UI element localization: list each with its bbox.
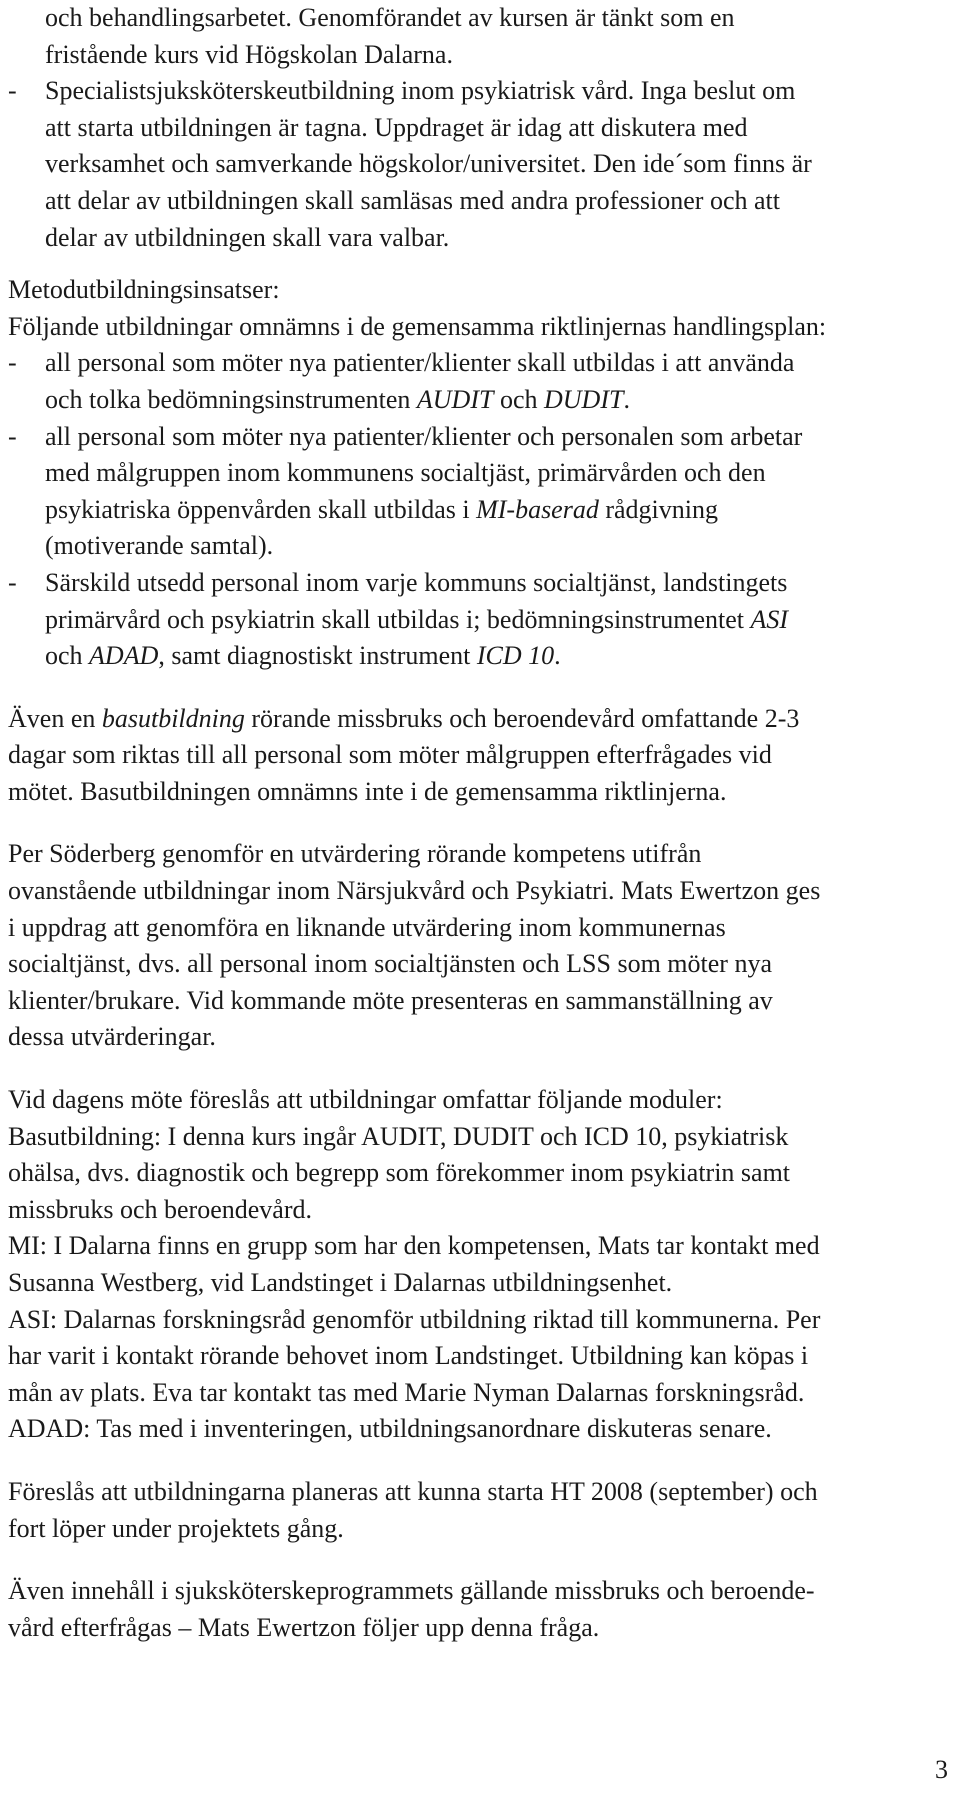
text-line: dagar som riktas till all personal som möter målgruppen efterfrågades vid [8,740,772,770]
text-line: Per Söderberg genomför en utvärdering rörande kompetens utifrån [8,839,702,869]
text-line: missbruks och beroendevård. [8,1194,312,1224]
nursing-paragraph [8,1573,948,1646]
evaluation-paragraph [8,836,948,1056]
text-line: ovanstående utbildningar inom Närsjukvård och Psykiatri. Mats Ewertzon ges [8,876,821,906]
text-fragment: , samt diagnostiskt instrument [158,641,477,671]
text-line: och tolka bedömningsinstrumenten [45,384,417,414]
document-page [8,0,948,1646]
bullet-dash: - [8,567,17,597]
dudit-term: DUDIT [544,384,624,414]
page-number: 3 [935,1755,948,1784]
text-line: dessa utvärderingar. [8,1022,216,1052]
text-line: Vid dagens möte föreslås att utbildningar omfattar följande moduler: [8,1085,723,1115]
audit-term: AUDIT [416,384,494,414]
text-line: socialtjänst, dvs. all personal inom socialtjänsten och LSS som möter nya [8,949,772,979]
text-line: Specialistsjuksköterskeutbildning inom psykiatrisk vård. Inga beslut om [45,76,796,106]
text-line: ASI: Dalarnas forskningsråd genomför utbildning riktad till kommunerna. Per [8,1304,821,1334]
modules-paragraph [8,1082,948,1448]
text-fragment: rådgivning [598,494,719,524]
text-line: att delar av utbildningen skall samläsas med andra professioner och att [45,185,780,215]
text-line: verksamhet och samverkande högskolor/universitet. Den ide´som finns är [45,149,812,179]
method-section [8,272,948,675]
text-line: primärvård och psykiatrin skall utbildas i; bedömningsinstrumentet [45,604,751,634]
text-line: mån av plats. Eva tar kontakt tas med Marie Nyman Dalarnas forskningsråd. [8,1377,805,1407]
bullet-dash: - [8,76,17,106]
asi-term: ASI [750,604,789,634]
text-line: Basutbildning: I denna kurs ingår AUDIT, DUDIT och ICD 10, psykiatrisk [8,1121,789,1151]
text-fragment: Även en [8,703,102,733]
text-line: all personal som möter nya patienter/klienter skall utbildas i att använda [45,348,795,378]
bullet-specialist-training [8,73,948,256]
text-line: i uppdrag att genomföra en liknande utvärdering inom kommunernas [8,912,726,942]
continuation-paragraph [8,0,948,73]
text-line: Susanna Westberg, vid Landstinget i Dalarnas utbildningsenhet. [8,1268,673,1297]
text-line: och behandlingsarbetet. Genomförandet av kursen är tänkt som en [45,3,735,32]
bullet-dash: - [8,421,17,451]
text-line: fort löper under projektets gång. [8,1513,344,1543]
adad-term: ADAD [89,641,159,671]
text-fragment: . [554,641,561,671]
icd-term: ICD 10 [476,641,555,671]
text-line: att starta utbildningen är tagna. Uppdraget är idag att diskutera med [45,112,748,142]
section-heading: Metodutbildningsinsatser: [8,275,280,305]
section-intro: Följande utbildningar omnämns i de gemensamma riktlinjernas handlingsplan: [8,311,827,341]
text-line: vård efterfrågas – Mats Ewertzon följer upp denna fråga. [8,1612,600,1642]
text-fragment: rörande missbruks och beroendevård omfattande 2-3 [244,703,800,733]
text-line: ohälsa, dvs. diagnostik och begrepp som förekommer inom psykiatrin samt [8,1158,791,1188]
basic-training-paragraph [8,701,948,811]
proposal-paragraph [8,1474,948,1547]
text-line: Föreslås att utbildningarna planeras att kunna starta HT 2008 (september) och [8,1476,818,1506]
text-fragment: och [493,384,544,414]
text-line: har varit i kontakt rörande behovet inom Landstinget. Utbildning kan köpas i [8,1341,809,1371]
text-line: (motiverande samtal). [45,531,274,561]
text-line: med målgruppen inom kommunens socialtjäst, primärvården och den [45,458,766,488]
text-line: all personal som möter nya patienter/klienter och personalen som arbetar [45,421,803,451]
text-line: mötet. Basutbildningen omnämns inte i de gemensamma riktlinjerna. [8,776,727,806]
text-line: fristående kurs vid Högskolan Dalarna. [45,39,453,69]
bullet-dash: - [8,348,17,378]
text-line: MI: I Dalarna finns en grupp som har den kompetensen, Mats tar kontakt med [8,1231,820,1261]
text-line: ADAD: Tas med i inventeringen, utbildningsanordnare diskuteras senare. [8,1414,772,1444]
text-line: Särskild utsedd personal inom varje kommuns socialtjänst, landstingets [45,567,788,597]
basutbildning-term: basutbildning [101,703,245,733]
text-fragment: och [45,641,90,671]
text-line: klienter/brukare. Vid kommande möte presenteras en sammanställning av [8,985,773,1015]
text-fragment: . [623,384,630,414]
text-line: psykiatriska öppenvården skall utbildas i [45,494,477,524]
mi-term: MI-baserad [476,494,599,524]
text-line: delar av utbildningen skall vara valbar. [45,222,450,252]
text-line: Även innehåll i sjuksköterskeprogrammets gällande missbruks och beroende- [8,1576,815,1606]
